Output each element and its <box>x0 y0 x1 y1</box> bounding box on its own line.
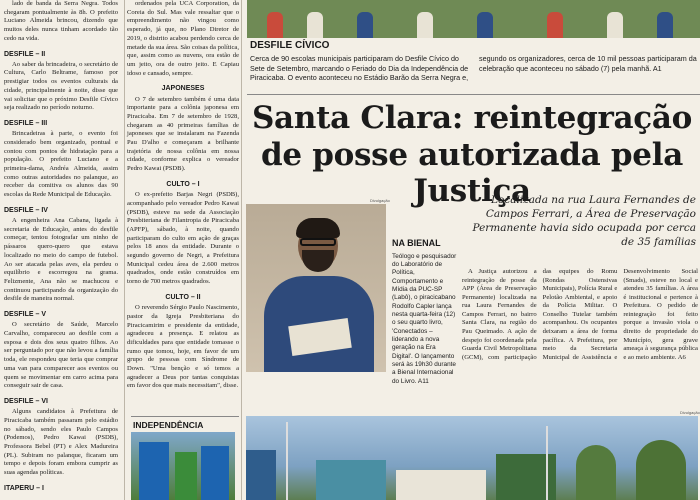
article-paragraph: A Justiça autorizou a reintegração de posse da APP (Área de Preservação Permanente) localizada na rua Laura Fernandes de Campos Ferrari, no bairro Santa Clara, na região do Pau Queimado. A ação de despejo foi coordenada pela Guarda Civil Metropolitana (GCM), com participação das equipes do Romu (Rondas Ostensivas Municipais), Polícia Rural e Pelotão Ambiental, e apoio da Polícia Militar. O Conselho Tutelar também acompanhou. Os ocupantes deixaram a área de forma pacífica. A Prefeitura, por meio da Secretaria Municipal de Assistência e Desenvolvimento Social (Smads), esteve no local e atendeu 35 famílias. A área é institucional e pertence à Prefeitura. O pedido de reintegração foi feito porque a invasão viola o direito de propriedade do Município, gera grave ameaça à segurança pública e ao meio ambiente. A6 <box>462 268 698 361</box>
bienal-text: Teólogo e pesquisador do Laboratório de Política, Comportamento e Mídia da PUC-SP (Labô), o piracicabano Rodolfo Capler lança nesta quarta-feira (12) o seu quarto livro, 'Conectados – liderando a nova geração na Era Digital'. O lançamento será às 19h30 durante a Bienal Internacional do Livro. A11 <box>392 252 457 385</box>
column-paragraph: O reverendo Sérgio Paulo Nascimento, pastor da Igreja Presbiteriana do Piracicamirim e presidente da entidade, agradeceu a presença. E relatou as dificuldades para que entidade tomasse o rumo que tomou, hoje, em favor de um grupo de pessoas com Síndrome de Down. "Uma benção e só temos a agradecer a Deus por tantas conquistas em favor dos que mais necessitam", disse. <box>127 304 239 390</box>
section-title: INDEPENDÊNCIA <box>133 420 204 430</box>
photo-credit: Divulgação <box>370 198 390 203</box>
column-paragraph: Alguns candidatos à Prefeitura de Piracicaba também passaram pelo estádio no sábado, sendo eles Paulo Campos (Podemos), Pedro Kawai (PSDB), Professora Bebel (PT) e Alex Madureira (PL). Subiram no palanque, ficaram um tempo e depois foram embora cumprir as suas agendas políticas. <box>4 408 118 477</box>
section-title: CULTO – II <box>165 293 201 301</box>
article-deck: Localizada na rua Laura Fernandes de Campos Ferrari, a Área de Preservação Permanente havia sido ocupada por cerca de 35 famílias <box>472 194 696 248</box>
bienal-title: NA BIENAL <box>392 238 441 248</box>
desfile-photo <box>247 0 700 38</box>
column-paragraph: O ex-prefeito Barjas Negri (PSDB), acompanhado pelo vereador Pedro Kawai (PSDB), esteve na sede da Associação Presbiteriana de Filantropia de Piracicaba (APFP), sábado, à noite, quando participaram do culto em ação de graças pelos 18 anos da entidade. Durante o segundo governo de Negri, a Prefeitura Municipal cedeu área de 2.600 metros quadrados, onde estão construídos em torno de 700 metros quadrados. <box>127 191 239 286</box>
column-paragraph: lado de banda da Serra Negra. Todos chegaram pontualmente às 8h. O prefeito Luciano Almeida brincou, dizendo que muitos deles nunca tinham acordado tão cedo na vida. <box>4 0 118 42</box>
photo-caption-text: Cerca de 90 escolas municipais participaram do Desfile Cívico do Sete de Setembro, marcando o Feriado do Dia da Independência de Piracicaba. O evento aconteceu no Estádio Barão da Serra Negra e, segundo os organizadores, cerca de 10 mil pessoas participaram da celebração que aconteceu no sábado (7) pela manhã. A1 <box>250 54 697 83</box>
section-title: ITAPERU – I <box>4 484 44 492</box>
section-title: DESFILE – II <box>4 50 46 58</box>
column-paragraph: ordenados pela UCA Corporation, da Coreia do Sul. Mas vale ressaltar que o empreendimento não vingou como esperado, já que, no Plano Diretor de 2019, o distrito acabou perdendo cerca de metade da sua área. São coisas da política, que, assim como as nuvens, ora estão de um jeito, ora de outro jeito. E Capiau idoso e cansado, sempre. <box>127 0 239 77</box>
section-title: DESFILE – IV <box>4 206 48 214</box>
section-title: DESFILE – III <box>4 119 48 127</box>
bienal-caption <box>392 238 458 386</box>
article-body <box>462 268 698 363</box>
section-title: CULTO – I <box>166 180 200 188</box>
column-paragraph: Brincadeiras à parte, o evento foi considerado bem organizado, pontual e contou com pontos de hidratação para a população. O prefeito Luciano e a primeira-dama, Andréa Almeida, assim como outras autoridades no palanque, ao receber da comitiva os alunos das 90 escolas da Rede Municipal de Educação. <box>4 130 118 199</box>
section-title: DESFILE – VI <box>4 397 48 405</box>
column-paragraph: O 7 de setembro também é uma data importante para a colônia japonesa em Piracicaba. Em 7 de setembro de 1928, chegaram as 40 primeiras famílias de japoneses que se instalaram na Fazenda Pau D'alho e começaram a brilhante trajetória de nossa colônia em nossa cidade, conforme explica o vereador Pedro Kawai (PSDB). <box>127 95 239 173</box>
column-paragraph: A engenheira Ana Cabana, ligada à secretaria de Educação, antes do desfile começar, tentou fotografar um ninho de pássaros quero-quero que estava localizado no meio do campo de futebol. Ao ser atacada pelas aves, ela perdeu o equilíbrio e escorregou na grama. Felizmente, Ana não se machucou e continuou participando da organização do desfile de maneira normal. <box>4 217 118 303</box>
column-paragraph: Ao saber da brincadeira, o secretário de Cultura, Carlo Beltrame, famoso por prestigiar todos os eventos culturais da cidade, principalmente à noite, disse que vai solicitar que o próximo Desfile Cívico seja realizado no período noturno. <box>4 60 118 112</box>
column-divider <box>124 0 125 500</box>
column-left <box>0 0 122 495</box>
photo-credit: Divulgação <box>680 410 700 415</box>
portrait-photo <box>246 204 386 372</box>
column-middle <box>127 0 239 393</box>
column-paragraph: O secretário de Saúde, Marcelo Carvalho, compareceu ao desfile com a esposa e dois dos seus quatro filhos. Ao ser perguntado por que não levou a família toda, ele respondeu que teria que comprar uma van para comparecer aos eventos ou quem se movimentar em carro acima para conseguir sair de casa. <box>4 321 118 390</box>
section-title: JAPONESES <box>161 85 205 93</box>
main-headline: Santa Clara: reintegração de posse autorizada pela Justiça <box>251 100 693 210</box>
photo-caption-title: DESFILE CÍVICO <box>250 40 330 51</box>
reintegration-photo <box>246 416 698 500</box>
independencia-photo <box>131 432 235 500</box>
divider <box>247 94 700 95</box>
divider <box>131 416 239 417</box>
section-title: DESFILE – V <box>4 311 47 319</box>
column-divider <box>241 0 242 500</box>
